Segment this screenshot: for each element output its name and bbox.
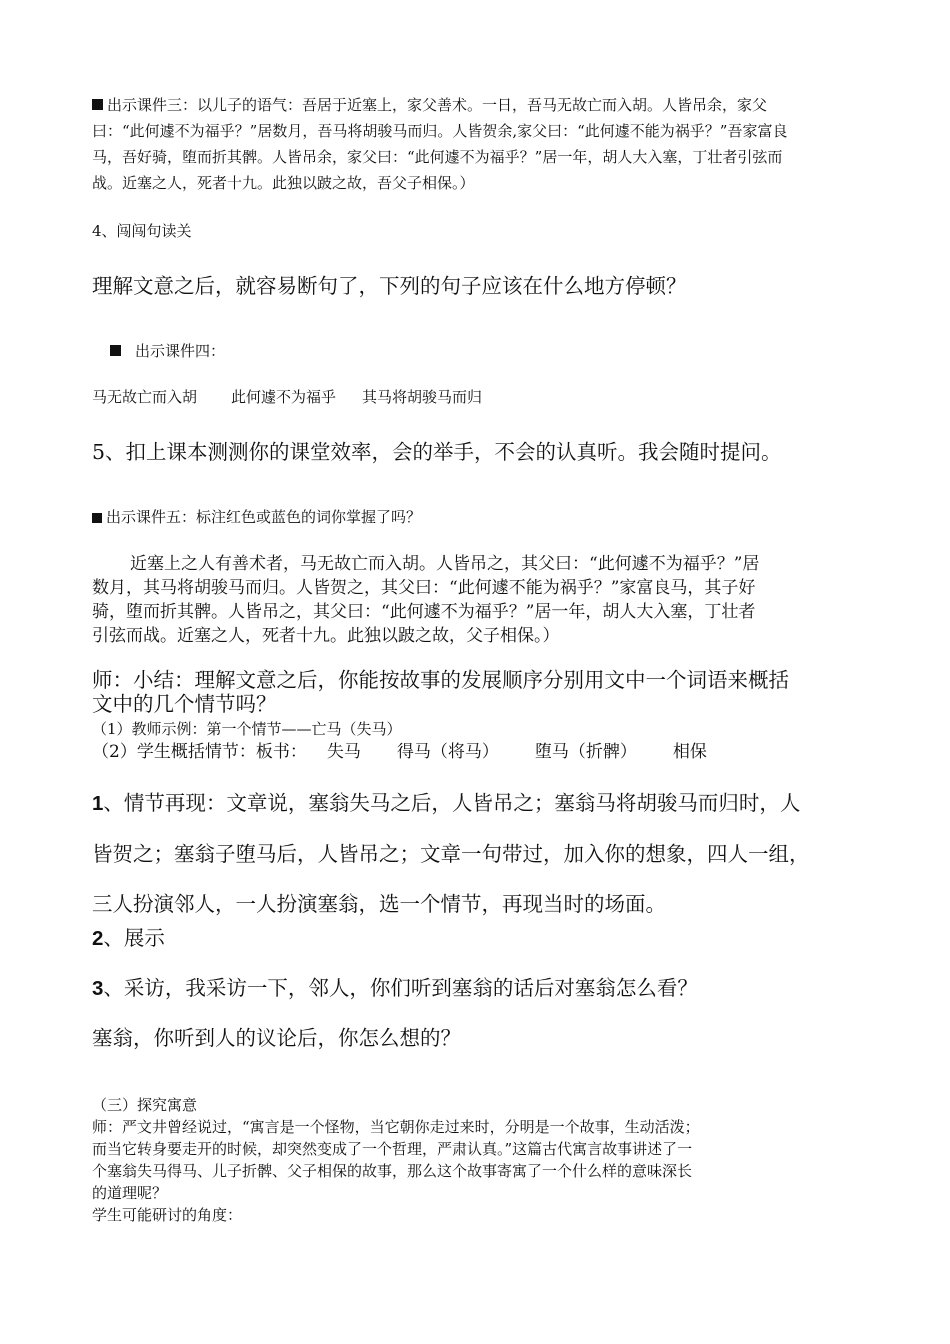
square-bullet-icon [92, 99, 103, 110]
activity3-line2: 塞翁，你听到人的议论后，你怎么想的？ [92, 1026, 461, 1050]
summary-line1: 师：小结：理解文意之后，你能按故事的发展顺序分别用文中一个词语来概括 [92, 668, 789, 692]
plot-1: 失马 [326, 742, 361, 762]
plot-3: 堕马（折髀） [534, 742, 637, 762]
summary-student-plots [92, 740, 862, 764]
courseware3-line3: 马，吾好骑，堕而折其髀。人皆吊余，家父曰：“此何遽不为福乎？”居一年，胡人大入塞，丁壮者引弦而 [92, 148, 783, 166]
summary-example: （1）教师示例：第一个情节——亡马（失马） [92, 720, 402, 738]
square-bullet-icon [92, 513, 102, 523]
phrase-1: 马无故亡而入胡 [92, 388, 198, 406]
plot-4: 相保 [672, 742, 707, 762]
courseware4-phrases [92, 384, 862, 410]
activity3: 3、采访，我采访一下，邻人，你们听到塞翁的话后对塞翁怎么看？ [92, 976, 698, 1000]
phrase-2: 此何遽不为福乎 [231, 388, 337, 406]
explore-line2: 而当它转身要走开的时候，却突然变成了一个哲理，严肃认真。”这篇古代寓言故事讲述了一 [92, 1140, 693, 1158]
courseware3-block [92, 92, 862, 196]
activity1-block [92, 778, 862, 929]
passage-line1: 近塞上之人有善术者，马无故亡而入胡。人皆吊之，其父曰：“此何遽不为福乎？”居 [130, 554, 760, 574]
courseware3-line1: 出示课件三：以儿子的语气：吾居于近塞上，家父善术。一日，吾马无故亡而入胡。人皆吊余，家父 [92, 92, 862, 118]
passage-line3: 骑，堕而折其髀。人皆吊之，其父曰：“此何遽不为福乎？”居一年，胡人大入塞，丁壮者 [92, 602, 756, 622]
explore-line1: 师：严文井曾经说过，“寓言是一个怪物，当它朝你走过来时，分明是一个故事，生动活泼； [92, 1118, 700, 1136]
activity1-line3: 三人扮演邻人，一人扮演塞翁，选一个情节，再现当时的场面。 [92, 892, 666, 916]
plot-2: 得马（将马） [396, 742, 499, 762]
summary-block [92, 668, 862, 716]
explore-line4: 的道理呢？ [92, 1184, 168, 1202]
student-label: （2）学生概括情节：板书： [92, 742, 307, 762]
understand-prompt: 理解文意之后，就容易断句了，下列的句子应该在什么地方停顿？ [92, 274, 687, 298]
explore-heading: （三）探究寓意 [92, 1096, 198, 1114]
activity2: 2、展示 [92, 926, 165, 950]
courseware3-line2: 曰：“此何遽不为福乎？”居数月，吾马将胡骏马而归。人皆贺余,家父曰：“此何遽不能为祸乎？”吾家富良 [92, 122, 788, 140]
courseware4-label: 出示课件四： [110, 338, 880, 364]
explore-block [92, 1094, 862, 1226]
activity1-line1: 1、情节再现：文章说，塞翁失马之后，人皆吊之；塞翁马将胡骏马而归时，人 [92, 791, 801, 815]
passage-line4: 引弦而战。近塞之人，死者十九。此独以跛之故，父子相保。） [92, 626, 560, 646]
explore-line5: 学生可能研讨的角度： [92, 1206, 243, 1224]
courseware3-line4: 战。近塞之人，死者十九。此独以跛之故，吾父子相保。） [92, 174, 475, 192]
activity1-line2: 皆贺之；塞翁子堕马后，人皆吊之；文章一句带过，加入你的想象，四人一组， [92, 842, 810, 866]
phrase-3: 其马将胡骏马而归 [362, 388, 483, 406]
explore-line3: 个塞翁失马得马、儿子折髀、父子相保的故事，那么这个故事寄寓了一个什么样的意味深长 [92, 1162, 693, 1180]
summary-line2: 文中的几个情节吗？ [92, 692, 277, 716]
square-bullet-icon [110, 345, 121, 356]
step4-title: 4、闯闯句读关 [92, 222, 192, 240]
courseware5-passage [92, 552, 862, 648]
passage-line2: 数月，其马将胡骏马而归。人皆贺之，其父曰：“此何遽不能为祸乎？”家富良马，其子好 [92, 578, 756, 598]
step5-text: 5、扣上课本测测你的课堂效率，会的举手，不会的认真听。我会随时提问。 [92, 440, 782, 464]
courseware5-label: 出示课件五：标注红色或蓝色的词你掌握了吗？ [92, 504, 862, 530]
